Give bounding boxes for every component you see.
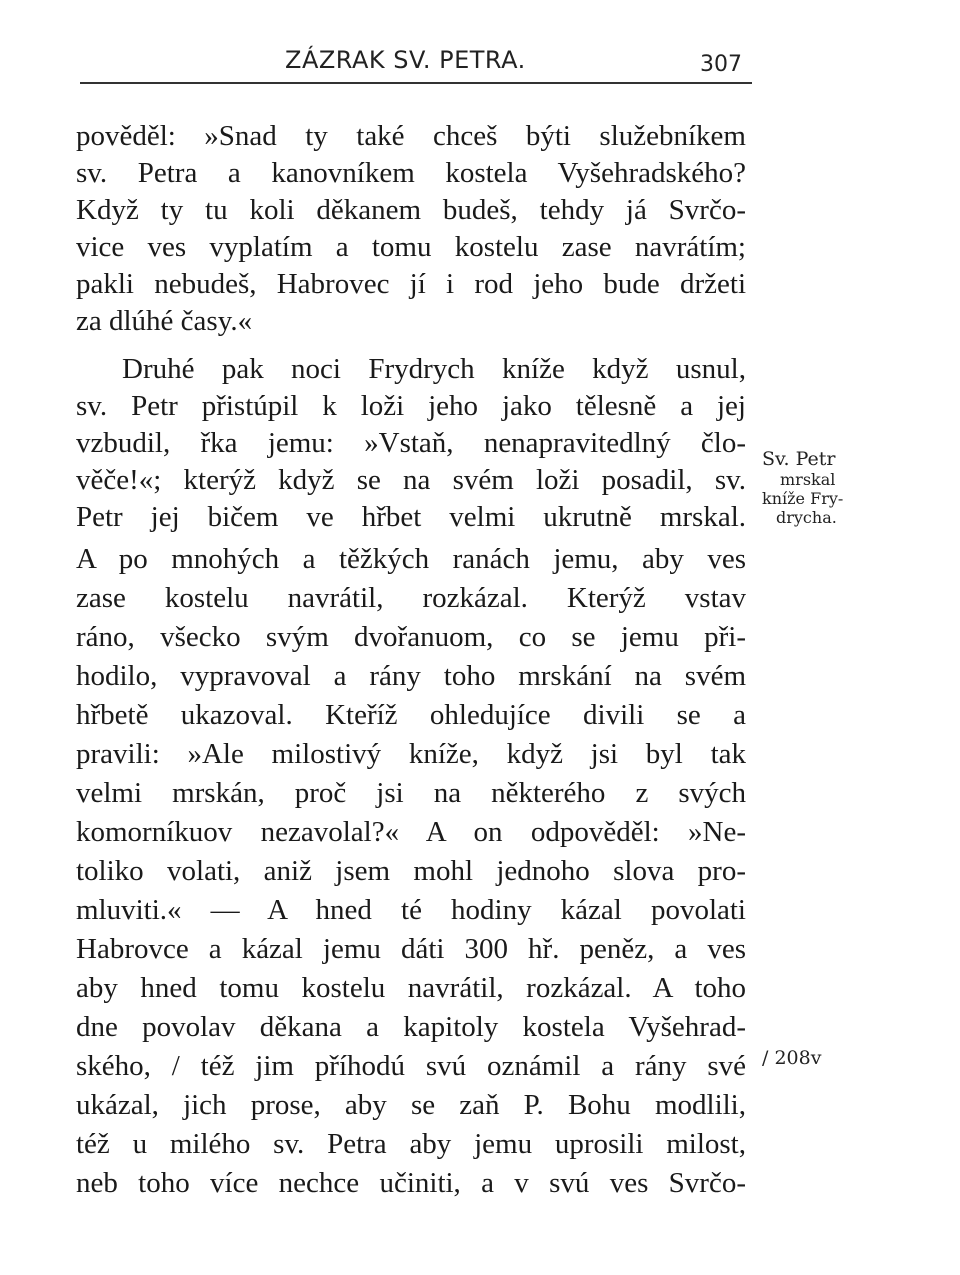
text-line: dne povolav děkana a kapitoly kostela Vyšehrad- (76, 1011, 746, 1043)
text-line: sv. Petr přistúpil k loži jeho jako tělesně a jej (76, 390, 746, 422)
running-header-title: ZÁZRAK SV. PETRA. (285, 46, 526, 74)
text-line: mluviti.« — A hned té hodiny kázal povolati (76, 894, 746, 926)
text-line: komorníkuov nezavolal?« A on odpověděl: »Ne- (76, 816, 746, 848)
marginal-note-line: drycha. (776, 508, 837, 527)
text-line: vice ves vyplatím a tomu kostelu zase navrátím; (76, 231, 746, 263)
text-line: aby hned tomu kostelu navrátil, rozkázal. A toho (76, 972, 746, 1004)
text-line: též u milého sv. Petra aby jemu uprosili milost, (76, 1128, 746, 1160)
text-line: hřbetě ukazoval. Kteříž ohledujíce divili se a (76, 699, 746, 731)
folio-reference: / 208v (762, 1047, 822, 1069)
marginal-note-line: kníže Fry- (762, 489, 844, 508)
text-line: ského, / též jim příhodú svú oznámil a rány své (76, 1050, 746, 1082)
text-line: velmi mrskán, proč jsi na některého z svých (76, 777, 746, 809)
text-line: neb toho více nechce učiniti, a v svú ves Svrčo- (76, 1167, 746, 1199)
marginal-note (762, 448, 882, 527)
text-line: pravili: »Ale milostivý kníže, když jsi byl tak (76, 738, 746, 770)
text-line: vzbudil, řka jemu: »Vstaň, nenapravitedlný člo- (76, 427, 746, 459)
text-line: zase kostelu navrátil, rozkázal. Kterýž vstav (76, 582, 746, 614)
text-line: Habrovce a kázal jemu dáti 300 hř. peněz, a ves (76, 933, 746, 965)
text-line: ukázal, jich prose, aby se zaň P. Bohu modlili, (76, 1089, 746, 1121)
text-line: sv. Petra a kanovníkem kostela Vyšehradského? (76, 157, 746, 189)
text-line: pakli nebudeš, Habrovec jí i rod jeho bude držeti (76, 268, 746, 300)
text-line: pověděl: »Snad ty také chceš býti služebníkem (76, 120, 746, 152)
text-line: věče!«; kterýž když se na svém loži posadil, sv. (76, 464, 746, 496)
text-line: A po mnohých a těžkých ranách jemu, aby ves (76, 543, 746, 575)
text-line: Když ty tu koli děkanem budeš, tehdy já Svrčo- (76, 194, 746, 226)
text-line: Petr jej bičem ve hřbet velmi ukrutně mrskal. (76, 501, 746, 533)
text-line: hodilo, vypravoval a rány toho mrskání na svém (76, 660, 746, 692)
text-line: Druhé pak noci Frydrych kníže když usnul, (122, 353, 746, 385)
page-number: 307 (700, 52, 742, 77)
text-line: za dlúhé časy.« (76, 305, 253, 337)
marginal-note-line: Sv. Petr (762, 448, 836, 470)
marginal-note-line: mrskal (780, 470, 836, 489)
text-line: toliko volati, aniž jsem mohl jednoho slova pro- (76, 855, 746, 887)
header-rule (80, 82, 752, 84)
text-line: ráno, všecko svým dvořanuom, co se jemu při- (76, 621, 746, 653)
